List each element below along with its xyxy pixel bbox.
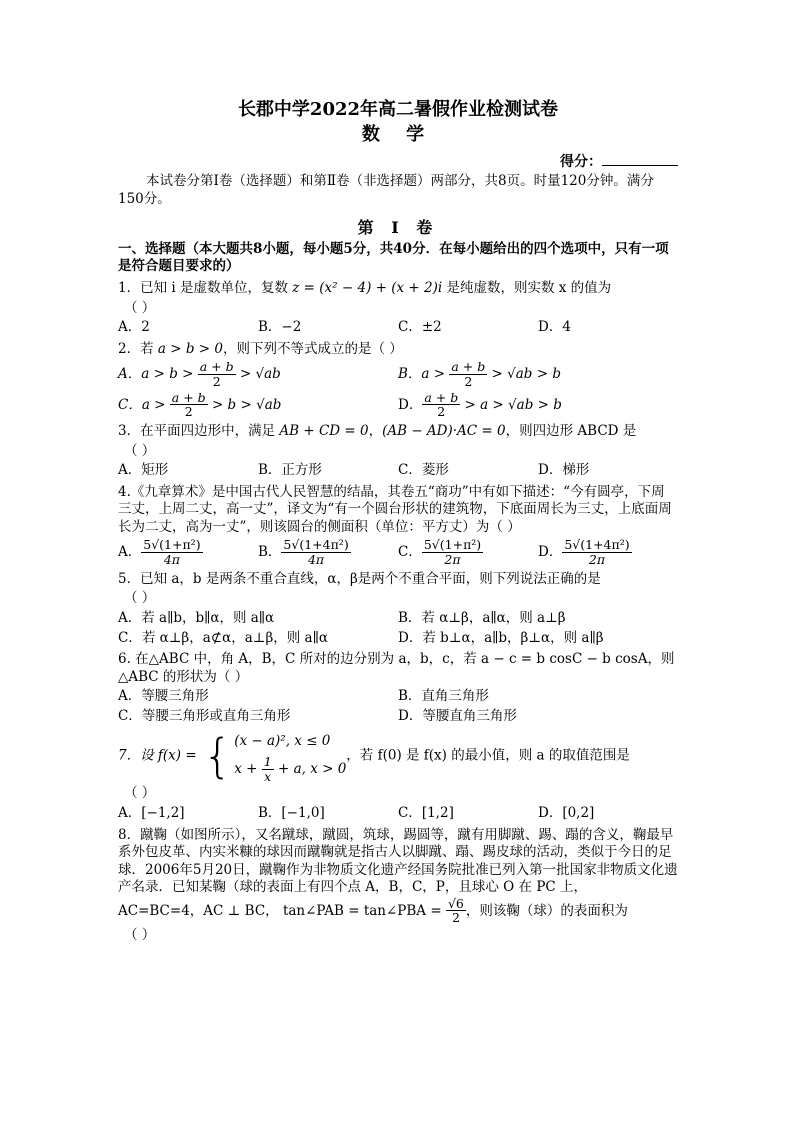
q3-cond2: (AB − AD)·AC = 0 xyxy=(382,423,506,440)
answer-bracket: （ ） xyxy=(124,785,156,802)
question-3 xyxy=(118,423,678,480)
frac-num: 1 xyxy=(263,753,272,769)
exam-intro: 本试卷分第Ⅰ卷（选择题）和第Ⅱ卷（非选择题）两部分，共8页。时量120分钟。满分150分。 xyxy=(118,172,654,207)
frac-num: 5√(1+4π²) xyxy=(564,537,630,553)
score-field xyxy=(118,153,678,171)
q4-d-frac xyxy=(562,538,631,567)
option-c[interactable] xyxy=(118,391,398,420)
q3-pre: 3．在平面四边形中，满足 xyxy=(118,423,280,440)
option-a[interactable]: A．矩形 xyxy=(118,462,169,479)
option-d[interactable]: D．若 b⊥α，a∥b，β⊥α，则 a∥β xyxy=(398,629,604,646)
option-b[interactable]: B．[−1,0] xyxy=(258,804,325,821)
option-d[interactable]: D．4 xyxy=(538,319,571,336)
option-d[interactable] xyxy=(538,538,678,567)
question-6-options-row2 xyxy=(118,708,678,726)
frac-num: 5√(1+π²) xyxy=(423,537,482,553)
q4-a-label: A． xyxy=(118,544,142,561)
option-b[interactable]: B．直角三角形 xyxy=(398,688,489,705)
q2-post: ，则下列不等式成立的是（ ） xyxy=(222,340,403,357)
q8-cond-post: ，则该鞠（球）的表面积为 xyxy=(465,902,628,919)
q2-c-pre: C．a > xyxy=(118,396,170,413)
frac-den: 2π xyxy=(444,552,461,568)
q2-b-post: > √ab > b xyxy=(487,365,561,382)
q4-c-frac xyxy=(422,538,483,567)
q2-c-post: > b > √ab xyxy=(207,396,282,413)
q2-b-pre: B．a > xyxy=(398,365,450,382)
question-3-stem xyxy=(118,423,678,441)
question-2 xyxy=(118,341,678,420)
q7-case2-frac xyxy=(262,755,274,784)
question-5-stem: 5．已知 a，b 是两条不重合直线，α，β是两个不重合平面，则下列说法正确的是 xyxy=(118,570,601,587)
score-blank[interactable] xyxy=(602,153,678,166)
frac-num: 5√(1+4π²) xyxy=(283,537,349,553)
q7-case2-post: + a, x > 0 xyxy=(273,760,347,777)
question-1 xyxy=(118,280,678,337)
question-5-options-row2 xyxy=(118,630,678,648)
question-8-stem: 8．蹴鞠（如图所示），又名蹴球，蹴圆，筑球，踢圆等，蹴有用脚蹴、踢、蹋的含义，鞠最早系外包皮革、内实米糠的球因而蹴鞠就是指古人以脚蹴、蹋、踢皮球的活动，类似于今日的足球．2006年5月20日，蹴鞠作为非物质文化遗产经国务院批准已列入第一批国家非物质文化遗产名录．已知某鞠（球的表面上有四个点 A，B，C，P，且球心 O 在 PC 上， xyxy=(118,826,678,896)
section-heading: 一、选择题（本大题共8小题，每小题5分，共40分．在每小题给出的四个选项中，只有一项是符合题目要求的） xyxy=(118,240,669,275)
option-a[interactable]: A．2 xyxy=(118,319,150,336)
q3-cond1: AB + CD = 0 xyxy=(279,423,369,440)
frac-num: a + b xyxy=(199,359,234,375)
question-5 xyxy=(118,571,678,647)
frac-den: x xyxy=(264,768,272,784)
q2-a-frac xyxy=(198,360,236,389)
answer-bracket: （ ） xyxy=(124,927,156,944)
question-6 xyxy=(118,651,678,725)
answer-bracket: （ ） xyxy=(124,590,156,607)
option-c[interactable]: C．等腰三角形或直角三角形 xyxy=(118,707,291,724)
question-4-stem: 4.《九章算术》是中国古代人民智慧的结晶，其卷五“商功”中有如下描述：“今有圆亭，下周三丈，上周二丈，高一丈”，译文为“有一个圆台形状的建筑物，下底面周长为三丈，上底面周长为二丈，高为一丈”，则该圆台的侧面积（单位：平方丈）为（ ） xyxy=(118,483,672,535)
question-8-condition xyxy=(118,897,678,926)
q7-cases xyxy=(234,729,346,783)
frac-num: a + b xyxy=(171,389,206,405)
option-c[interactable]: C．±2 xyxy=(398,319,442,336)
q1-expr: z = (x² − 4) + (x + 2)i xyxy=(292,279,443,296)
option-d[interactable]: D．[0,2] xyxy=(538,804,595,821)
q7-piecewise xyxy=(201,729,346,783)
frac-den: 2 xyxy=(212,373,221,389)
option-b[interactable]: B．−2 xyxy=(258,319,302,336)
q8-frac xyxy=(446,897,466,926)
score-label: 得分： xyxy=(560,153,602,170)
question-6-options-row1 xyxy=(118,688,678,706)
q8-cond-pre: AC=BC=4，AC ⊥ BC， tan∠PAB = tan∠PBA = xyxy=(118,902,446,919)
brace-symbol: { xyxy=(202,729,233,784)
q1-pre: 1．已知 i 是虚数单位，复数 xyxy=(118,279,293,296)
frac-den: 2 xyxy=(451,910,460,926)
exam-title: 长郡中学2022年高二暑假作业检测试卷 xyxy=(237,99,559,120)
question-1-stem xyxy=(118,280,678,298)
q7-case1: (x − a)², x ≤ 0 xyxy=(234,733,331,750)
option-b[interactable]: B．若 α⊥β，a∥α，则 a⊥β xyxy=(398,610,566,627)
q3-post: ，则四边形 ABCD 是 xyxy=(505,423,637,440)
question-4-options xyxy=(118,538,678,567)
q1-post: 是纯虚数，则实数 x 的值为 xyxy=(442,279,612,296)
exam-page xyxy=(118,92,678,945)
frac-num: a + b xyxy=(451,359,486,375)
option-a[interactable] xyxy=(118,360,398,389)
q2-a-pre: A．a > b > xyxy=(118,365,198,382)
option-a[interactable]: A．若 a∥b，b∥α，则 a∥α xyxy=(118,610,275,627)
option-a[interactable]: A．[−1,2] xyxy=(118,804,185,821)
option-c[interactable]: C．[1,2] xyxy=(398,804,454,821)
exam-subject: 数 学 xyxy=(361,124,435,146)
q4-d-label: D． xyxy=(538,544,563,561)
q4-a-frac xyxy=(141,538,202,567)
frac-den: 2 xyxy=(464,373,473,389)
question-1-options xyxy=(118,319,678,337)
question-4 xyxy=(118,484,678,567)
q2-d-frac xyxy=(422,391,460,420)
q4-c-label: C． xyxy=(398,544,422,561)
frac-den: 4π xyxy=(307,552,325,568)
question-7-options xyxy=(118,805,678,823)
frac-den: 2 xyxy=(184,404,193,420)
q2-d-post: > a > √ab > b xyxy=(460,396,562,413)
q7-case2 xyxy=(234,755,346,784)
option-d[interactable] xyxy=(398,391,678,420)
q4-b-label: B． xyxy=(258,544,282,561)
q4-b-frac xyxy=(281,538,350,567)
option-b[interactable] xyxy=(398,360,678,389)
question-7-stem xyxy=(118,729,678,783)
option-c[interactable]: C．若 α⊥β，a⊄α，a⊥β，则 a∥α xyxy=(118,629,328,646)
frac-num: √6 xyxy=(447,895,464,911)
option-a[interactable] xyxy=(118,538,258,567)
question-2-stem xyxy=(118,341,678,359)
question-5-options-row1 xyxy=(118,610,678,628)
q2-cond: a > b > 0 xyxy=(157,340,223,357)
option-b[interactable] xyxy=(258,538,398,567)
q2-d-pre: D． xyxy=(398,396,423,413)
q2-pre: 2．若 xyxy=(118,340,158,357)
q3-mid: ， xyxy=(368,423,383,440)
q2-a-post: > √ab xyxy=(235,365,281,382)
question-8 xyxy=(118,827,678,945)
option-d[interactable]: D．等腰直角三角形 xyxy=(398,707,517,724)
q7-case2-pre: x + xyxy=(234,760,262,777)
q2-b-frac xyxy=(449,360,487,389)
answer-bracket: （ ） xyxy=(124,299,156,316)
option-b[interactable]: B．正方形 xyxy=(258,462,322,479)
q2-c-frac xyxy=(170,391,208,420)
q7-post: ，若 f(0) 是 f(x) 的最小值，则 a 的取值范围是 xyxy=(346,747,630,764)
option-c[interactable]: C．菱形 xyxy=(398,462,449,479)
question-2-options-row2 xyxy=(118,391,678,420)
question-3-options xyxy=(118,462,678,480)
question-7 xyxy=(118,729,678,822)
frac-den: 2π xyxy=(588,552,606,568)
question-2-options-row1 xyxy=(118,360,678,389)
frac-den: 4π xyxy=(163,552,180,568)
frac-num: a + b xyxy=(424,389,459,405)
q7-pre: 7．设 f(x) = xyxy=(118,747,201,764)
option-d[interactable]: D．梯形 xyxy=(538,462,590,479)
frac-den: 2 xyxy=(437,404,446,420)
question-6-stem: 6. 在△ABC 中，角 A，B，C 所对的边分别为 a，b，c，若 a − c = b cosC − b cosA，则△ABC 的形状为（ ） xyxy=(118,651,675,685)
option-c[interactable] xyxy=(398,538,538,567)
frac-num: 5√(1+π²) xyxy=(143,537,201,553)
answer-bracket: （ ） xyxy=(124,442,156,459)
part-heading: 第 Ⅰ 卷 xyxy=(357,218,439,238)
option-a[interactable]: A．等腰三角形 xyxy=(118,688,209,705)
